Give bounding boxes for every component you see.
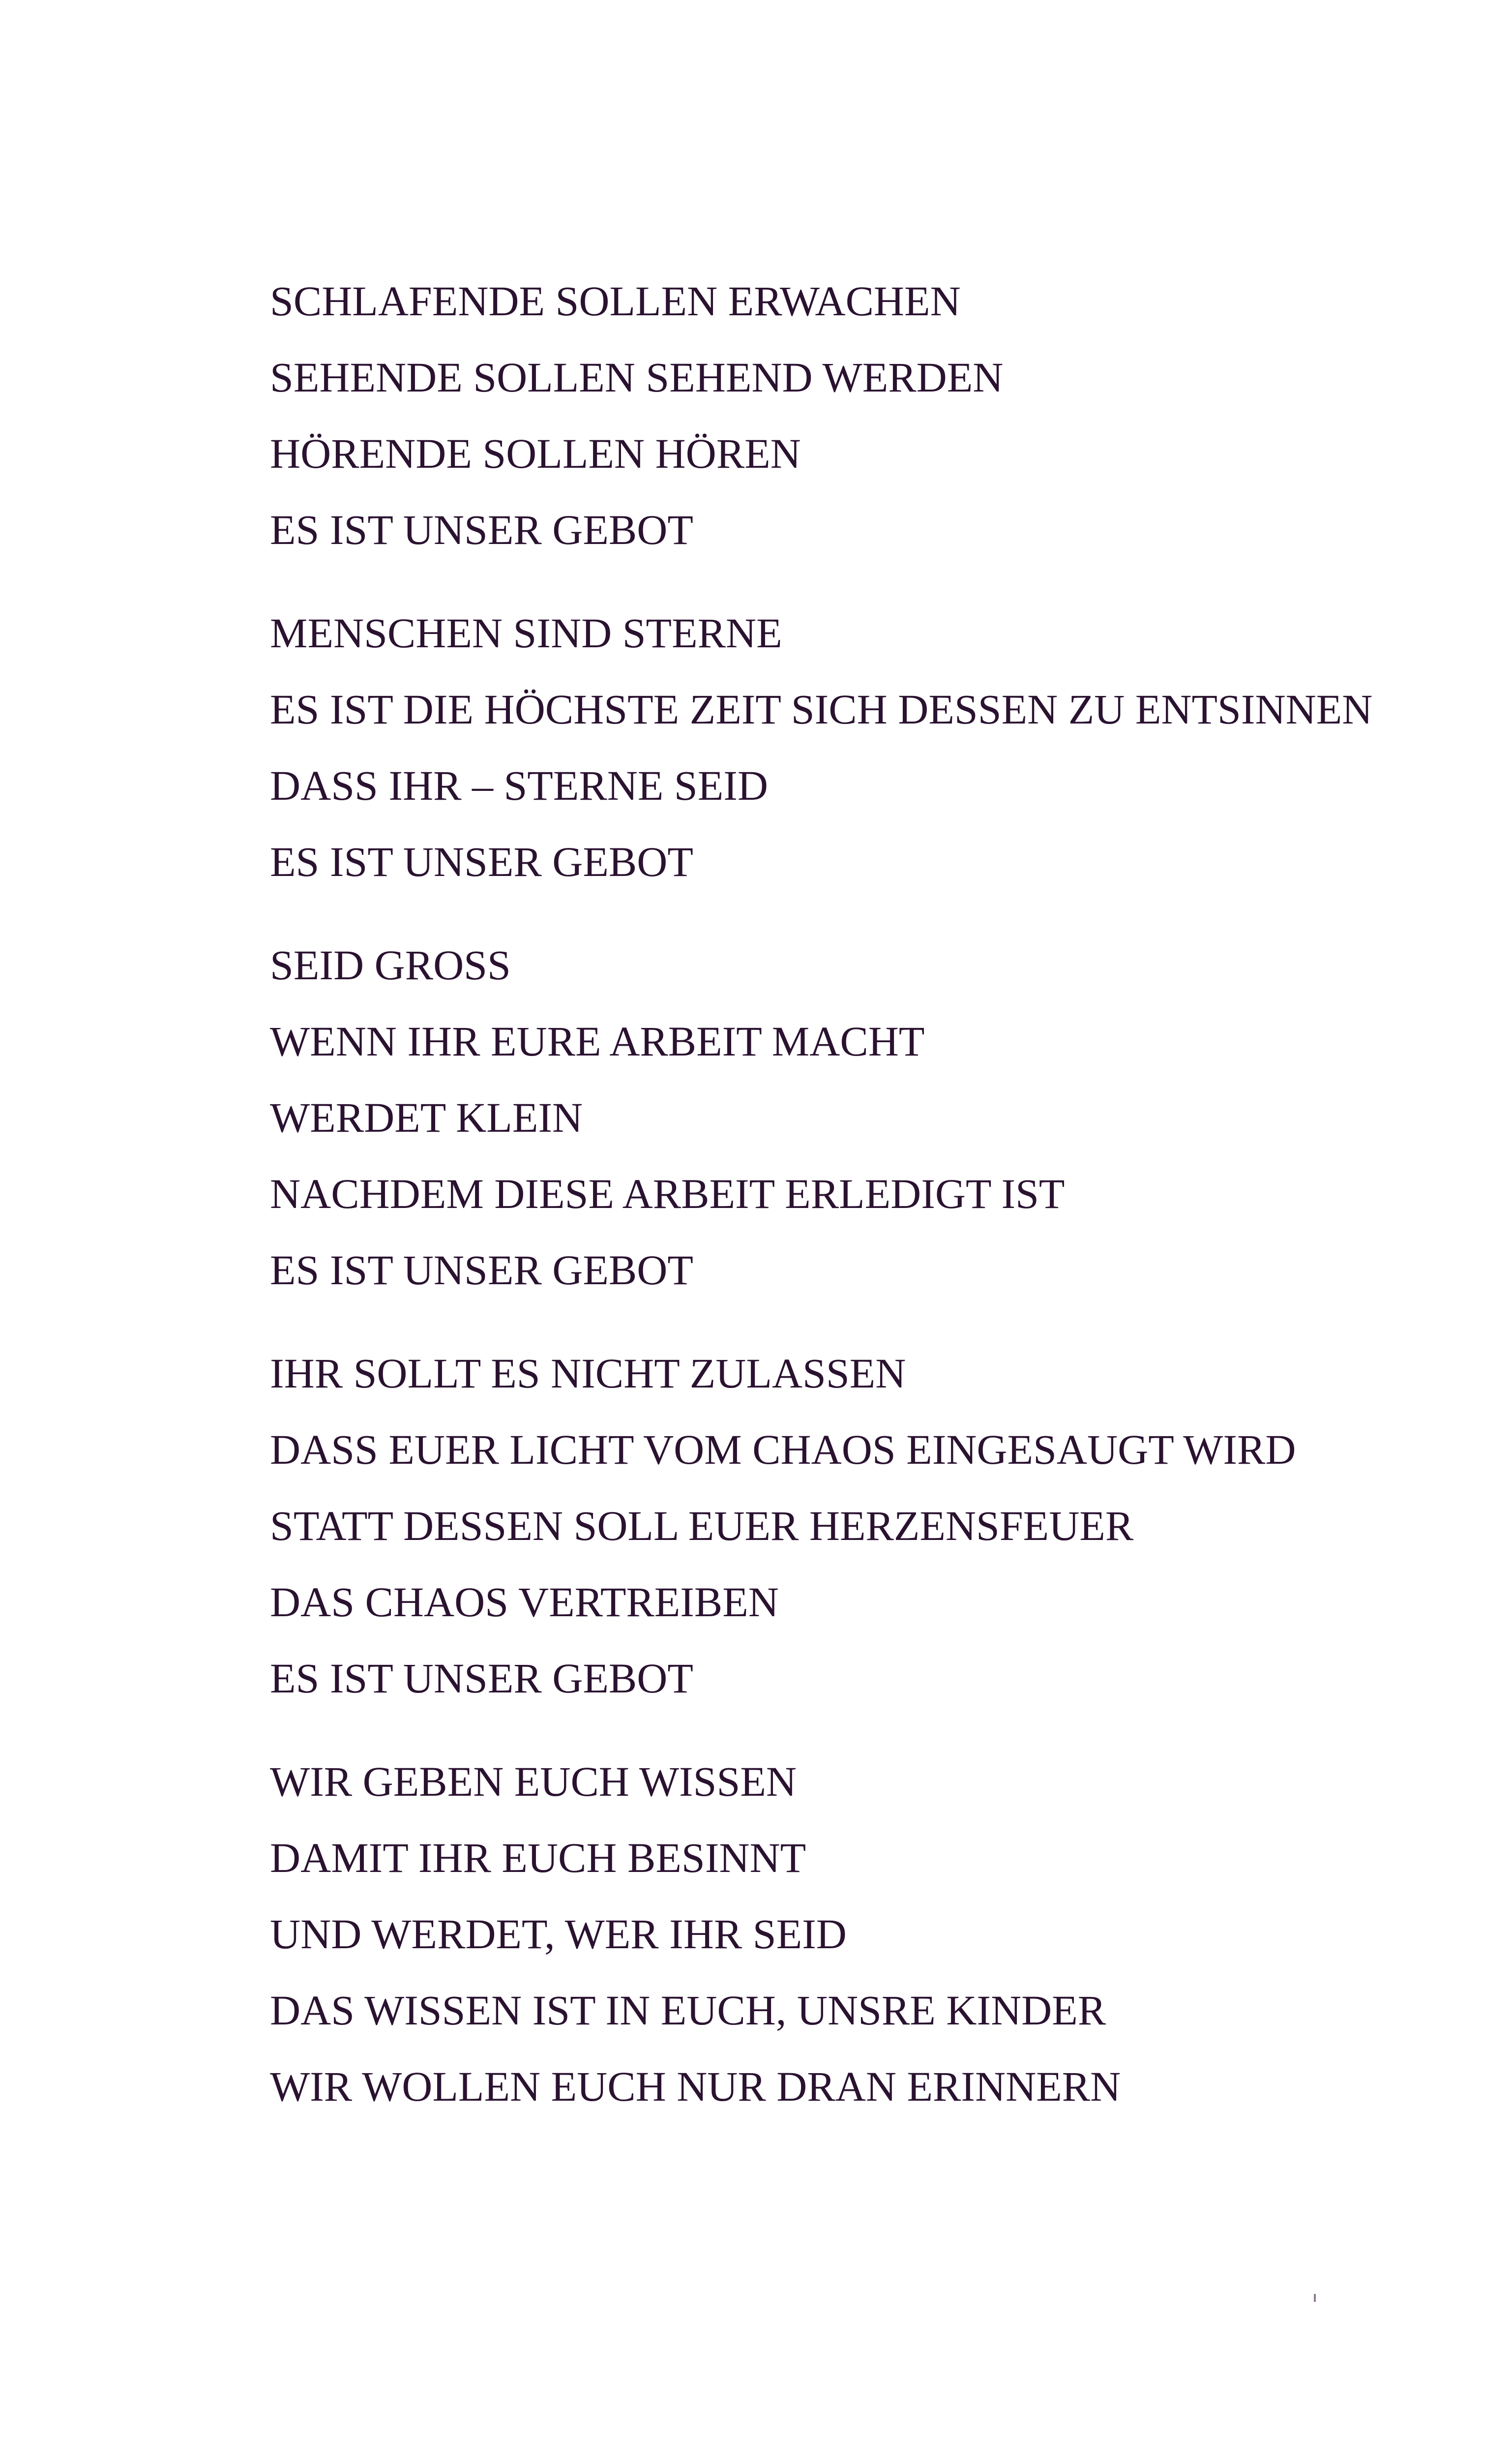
stanza-2 [270,595,1401,900]
poem-line: STATT DESSEN SOLL EUER HERZENSFEUER [270,1502,1134,1549]
poem-line: WENN IHR EURE ARBEIT MACHT [270,1018,925,1065]
poem-line: WIR GEBEN EUCH WISSEN [270,1758,797,1805]
poem-line: SEHENDE SOLLEN SEHEND WERDEN [270,354,1004,401]
poem-line: DAS WISSEN IST IN EUCH, UNSRE KINDER [270,1987,1106,2034]
poem-line: ES IST DIE HÖCHSTE ZEIT SICH DESSEN ZU ENTSINNEN [270,686,1373,733]
stanza-3 [270,927,1401,1308]
poem-line: ES IST UNSER GEBOT [270,1246,693,1294]
poem-line: WERDET KLEIN [270,1094,583,1141]
poem-line: UND WERDET, WER IHR SEID [270,1910,847,1958]
poem-line: HÖRENDE SOLLEN HÖREN [270,430,801,477]
poem-line: NACHDEM DIESE ARBEIT ERLEDIGT IST [270,1170,1065,1217]
stanza-5 [270,1744,1401,2125]
poem-line: SEID GROSS [270,941,511,989]
poem-line: DAMIT IHR EUCH BESINNT [270,1834,806,1881]
poem-line: DASS IHR – STERNE SEID [270,762,768,809]
page-corner-mark [1314,2294,1316,2302]
poem-line: WIR WOLLEN EUCH NUR DRAN ERINNERN [270,2063,1121,2110]
poem-line: ES IST UNSER GEBOT [270,838,693,885]
poem-line: DASS EUER LICHT VOM CHAOS EINGESAUGT WIRD [270,1426,1296,1473]
stanza-4 [270,1335,1401,1717]
poem-line: ES IST UNSER GEBOT [270,506,693,553]
poem-line: DAS CHAOS VERTREIBEN [270,1578,779,1626]
poem-line: IHR SOLLT ES NICHT ZULASSEN [270,1350,906,1397]
poem-line: SCHLAFENDE SOLLEN ERWACHEN [270,277,961,325]
poem-line: MENSCHEN SIND STERNE [270,609,782,657]
poem-text [270,263,1401,2125]
stanza-1 [270,263,1401,568]
poem-line: ES IST UNSER GEBOT [270,1655,693,1702]
